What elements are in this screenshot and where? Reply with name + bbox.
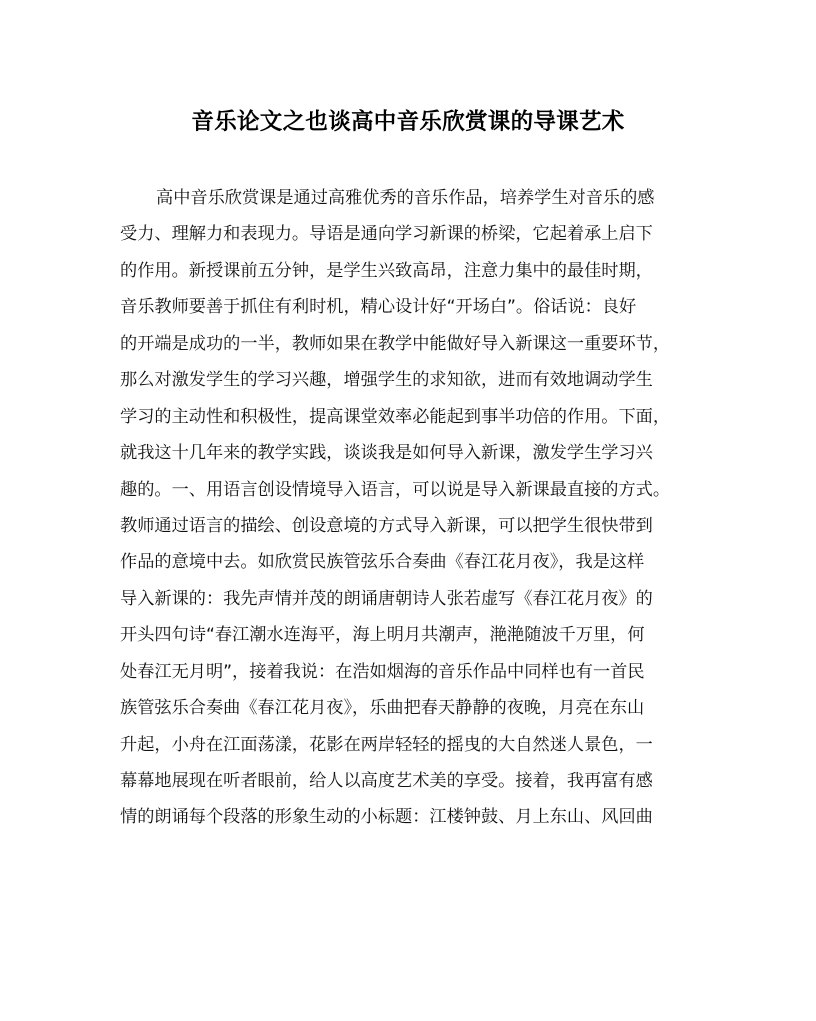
text-line: 趣的。一、用语言创设情境导入语言，可以说是导入新课最直接的方式。: [120, 479, 671, 500]
text-line: 作品的意境中去。如欣赏民族管弦乐合奏曲《春江花月夜》，我是这样: [120, 552, 645, 573]
text-line: 处春江无月明”，接着我说：在浩如烟海的音乐作品中同样也有一首民: [120, 661, 645, 682]
text-line: 受力、理解力和表现力。导语是通向学习新课的桥梁，它起着承上启下: [120, 224, 653, 245]
text-line: 那么对激发学生的学习兴趣，增强学生的求知欲，进而有效地调动学生: [120, 370, 653, 391]
text-line: 的开端是成功的一半，教师如果在教学中能做好导入新课这一重要环节，: [120, 333, 671, 354]
document-title: 音乐论文之也谈高中音乐欣赏课的导课艺术: [191, 109, 625, 135]
text-line: 族管弦乐合奏曲《春江花月夜》，乐曲把春天静静的夜晚，月亮在东山: [120, 698, 645, 719]
text-line: 开头四句诗“春江潮水连海平，海上明月共潮声，滟滟随波千万里，何: [120, 625, 645, 646]
text-line: 高中音乐欣赏课是通过高雅优秀的音乐作品，培养学生对音乐的感: [156, 188, 655, 208]
text-line: 升起，小舟在江面荡漾，花影在两岸轻轻的摇曳的大自然迷人景色，一: [120, 734, 653, 755]
text-line: 就我这十几年来的教学实践，谈谈我是如何导入新课，激发学生学习兴: [120, 443, 653, 464]
text-line: 学习的主动性和积极性，提高课堂效率必能起到事半功倍的作用。下面，: [120, 406, 671, 427]
text-line: 幕幕地展现在听者眼前，给人以高度艺术美的享受。接着，我再富有感: [120, 771, 653, 791]
text-line: 情的朗诵每个段落的形象生动的小标题：江楼钟鼓、月上东山、风回曲: [120, 807, 653, 828]
text-line: 音乐教师要善于抓住有利时机，精心设计好“开场白”。俗话说：良好: [120, 297, 637, 318]
text-line: 教师通过语言的描绘、创设意境的方式导入新课，可以把学生很快带到: [120, 515, 653, 536]
body-paragraph: [120, 180, 698, 836]
text-line: 导入新课的：我先声情并茂的朗诵唐朝诗人张若虚写《春江花月夜》的: [120, 588, 653, 609]
text-line: 的作用。新授课前五分钟，是学生兴致高昂，注意力集中的最佳时期，: [120, 260, 653, 281]
